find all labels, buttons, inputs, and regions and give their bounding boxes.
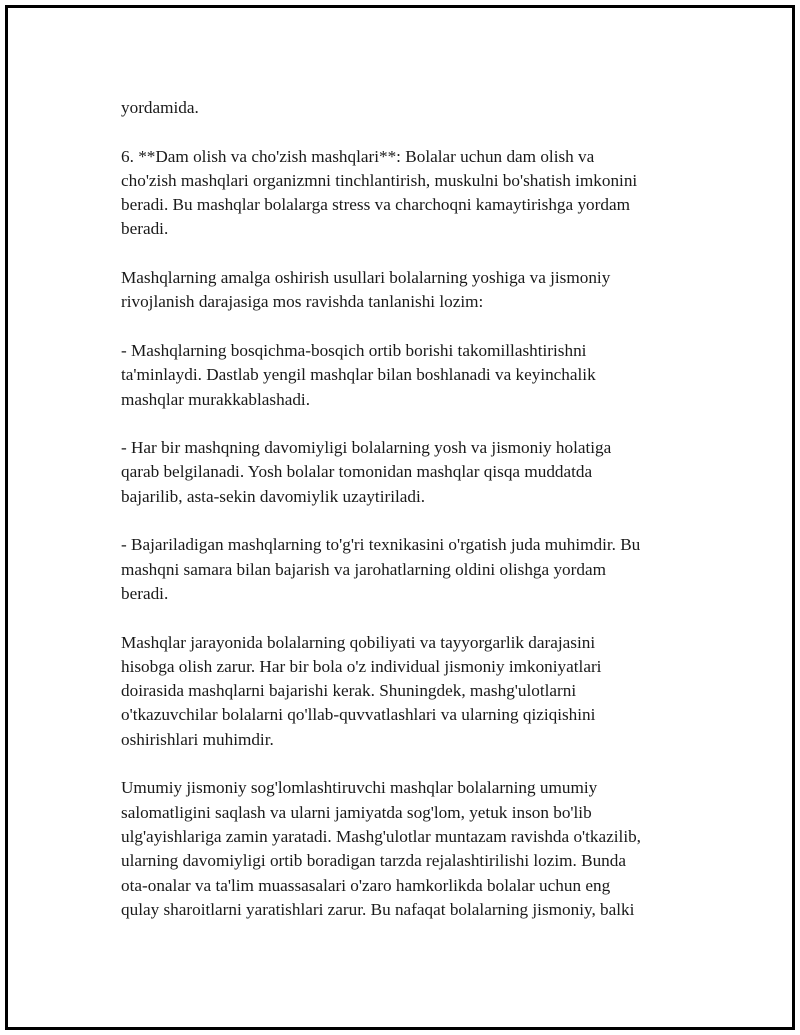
- document-body: [121, 96, 701, 946]
- paragraph-exercise-6: [121, 145, 701, 242]
- text-line: hisobga olish zarur. Har bir bola o'z individual jismoniy imkoniyatlari: [121, 656, 602, 676]
- text-line: 6. **Dam olish va cho'zish mashqlari**: Bolalar uchun dam olish va: [121, 146, 595, 166]
- text-line: beradi. Bu mashqlar bolalarga stress va charchoqni kamaytirishga yordam: [121, 195, 630, 215]
- paragraph-general-health: [121, 776, 701, 922]
- text-line: mashqlar murakkablashadi.: [121, 389, 311, 409]
- text-line: - Mashqlarning bosqichma-bosqich ortib borishi takomillashtirishni: [121, 340, 587, 360]
- text-line: ularning davomiyligi ortib boradigan tarzda rejalashtirilishi lozim. Bunda: [121, 851, 627, 871]
- text-line: beradi.: [121, 219, 169, 239]
- page-frame: [5, 5, 795, 1030]
- bullet-gradual-progression: [121, 339, 701, 412]
- text-line: ulg'ayishlariga zamin yaratadi. Mashg'ulotlar muntazam ravishda o'tkazilib,: [121, 826, 641, 846]
- text-line: salomatligini saqlash va ularni jamiyatda sog'lom, yetuk inson bo'lib: [121, 802, 592, 822]
- text-line: bajarilib, asta-sekin davomiylik uzaytiriladi.: [121, 486, 426, 506]
- bullet-duration: [121, 436, 701, 509]
- paragraph-continuation: [121, 96, 701, 120]
- text-line: qulay sharoitlarni yaratishlari zarur. Bu nafaqat bolalarning jismoniy, balki: [121, 899, 635, 919]
- text-line: doirasida mashqlarni bajarishi kerak. Shuningdek, mashg'ulotlarni: [121, 681, 577, 701]
- text-line: mashqni samara bilan bajarish va jarohatlarning oldini olishga yordam: [121, 559, 606, 579]
- text-line: Umumiy jismoniy sog'lomlashtiruvchi mashqlar bolalarning umumiy: [121, 778, 598, 798]
- text-line: Mashqlar jarayonida bolalarning qobiliyati va tayyorgarlik darajasini: [121, 632, 596, 652]
- text-line: - Har bir mashqning davomiyligi bolalarning yosh va jismoniy holatiga: [121, 438, 612, 458]
- text-line: oshirishlari muhimdir.: [121, 729, 274, 749]
- text-line: cho'zish mashqlari organizmni tinchlantirish, muskulni bo'shatish imkonini: [121, 170, 638, 190]
- text-line: qarab belgilanadi. Yosh bolalar tomonidan mashqlar qisqa muddatda: [121, 462, 593, 482]
- text-line: beradi.: [121, 583, 169, 603]
- bullet-technique: [121, 533, 701, 606]
- paragraph-abilities: [121, 631, 701, 752]
- text-line: rivojlanish darajasiga mos ravishda tanlanishi lozim:: [121, 292, 484, 312]
- paragraph-methods-intro: [121, 266, 701, 315]
- text-line: yordamida.: [121, 98, 199, 117]
- text-line: - Bajariladigan mashqlarning to'g'ri texnikasini o'rgatish juda muhimdir. Bu: [121, 535, 641, 555]
- text-line: ota-onalar va ta'lim muassasalari o'zaro hamkorlikda bolalar uchun eng: [121, 875, 611, 895]
- text-line: o'tkazuvchilar bolalarni qo'llab-quvvatlashlari va ularning qiziqishini: [121, 705, 596, 725]
- text-line: Mashqlarning amalga oshirish usullari bolalarning yoshiga va jismoniy: [121, 268, 611, 288]
- text-line: ta'minlaydi. Dastlab yengil mashqlar bilan boshlanadi va keyinchalik: [121, 365, 596, 385]
